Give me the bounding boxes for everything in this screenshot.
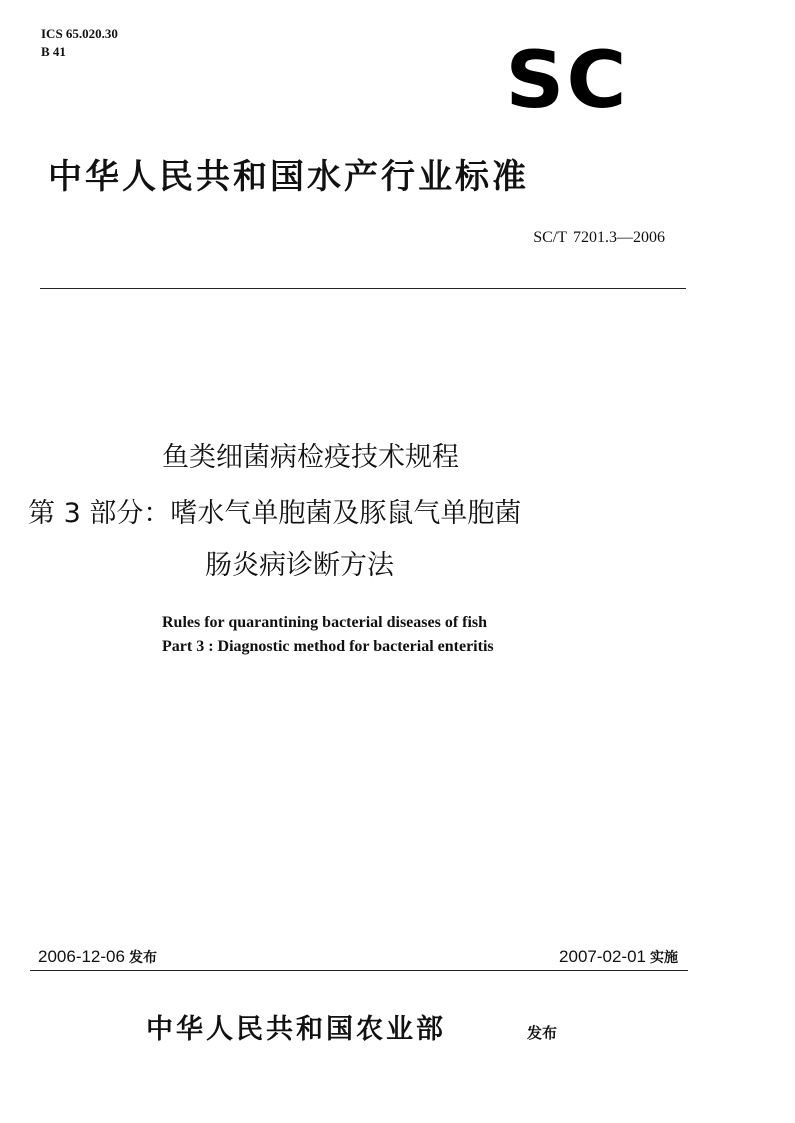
chinese-title-line-1: 鱼类细菌病检疫技术规程 [162,442,459,473]
footer-divider [30,970,688,971]
standard-number [533,229,671,247]
issue-date-value: 2006-12-06 [38,947,125,966]
chinese-title-line-3: 肠炎病诊断方法 [205,550,394,581]
standard-code: SC/T [533,229,567,246]
english-title-line-2: Part 3 : Diagnostic method for bacterial enteritis [162,638,494,655]
organization-title: 中华人民共和国水产行业标准 [48,157,529,197]
ccs-code: B 41 [41,44,66,59]
sc-logo: SC [505,36,629,126]
header-divider [40,288,686,289]
publish-label: 发布 [527,1024,558,1042]
implementation-label: 实施 [650,949,678,965]
english-title-line-1: Rules for quarantining bacterial diseases of fish [162,614,488,631]
issue-date [38,947,157,967]
issue-label: 发布 [128,949,157,965]
chinese-title-line-2: 第 3 部分：嗜水气单胞菌及豚鼠气单胞菌 [28,498,522,529]
implementation-date-value: 2007-02-01 [559,947,646,966]
standard-number-value: 7201.3—2006 [573,229,665,246]
ics-code: ICS 65.020.30 [41,26,118,41]
implementation-date [559,947,678,967]
publisher-name: 中华人民共和国农业部 [146,1014,446,1045]
